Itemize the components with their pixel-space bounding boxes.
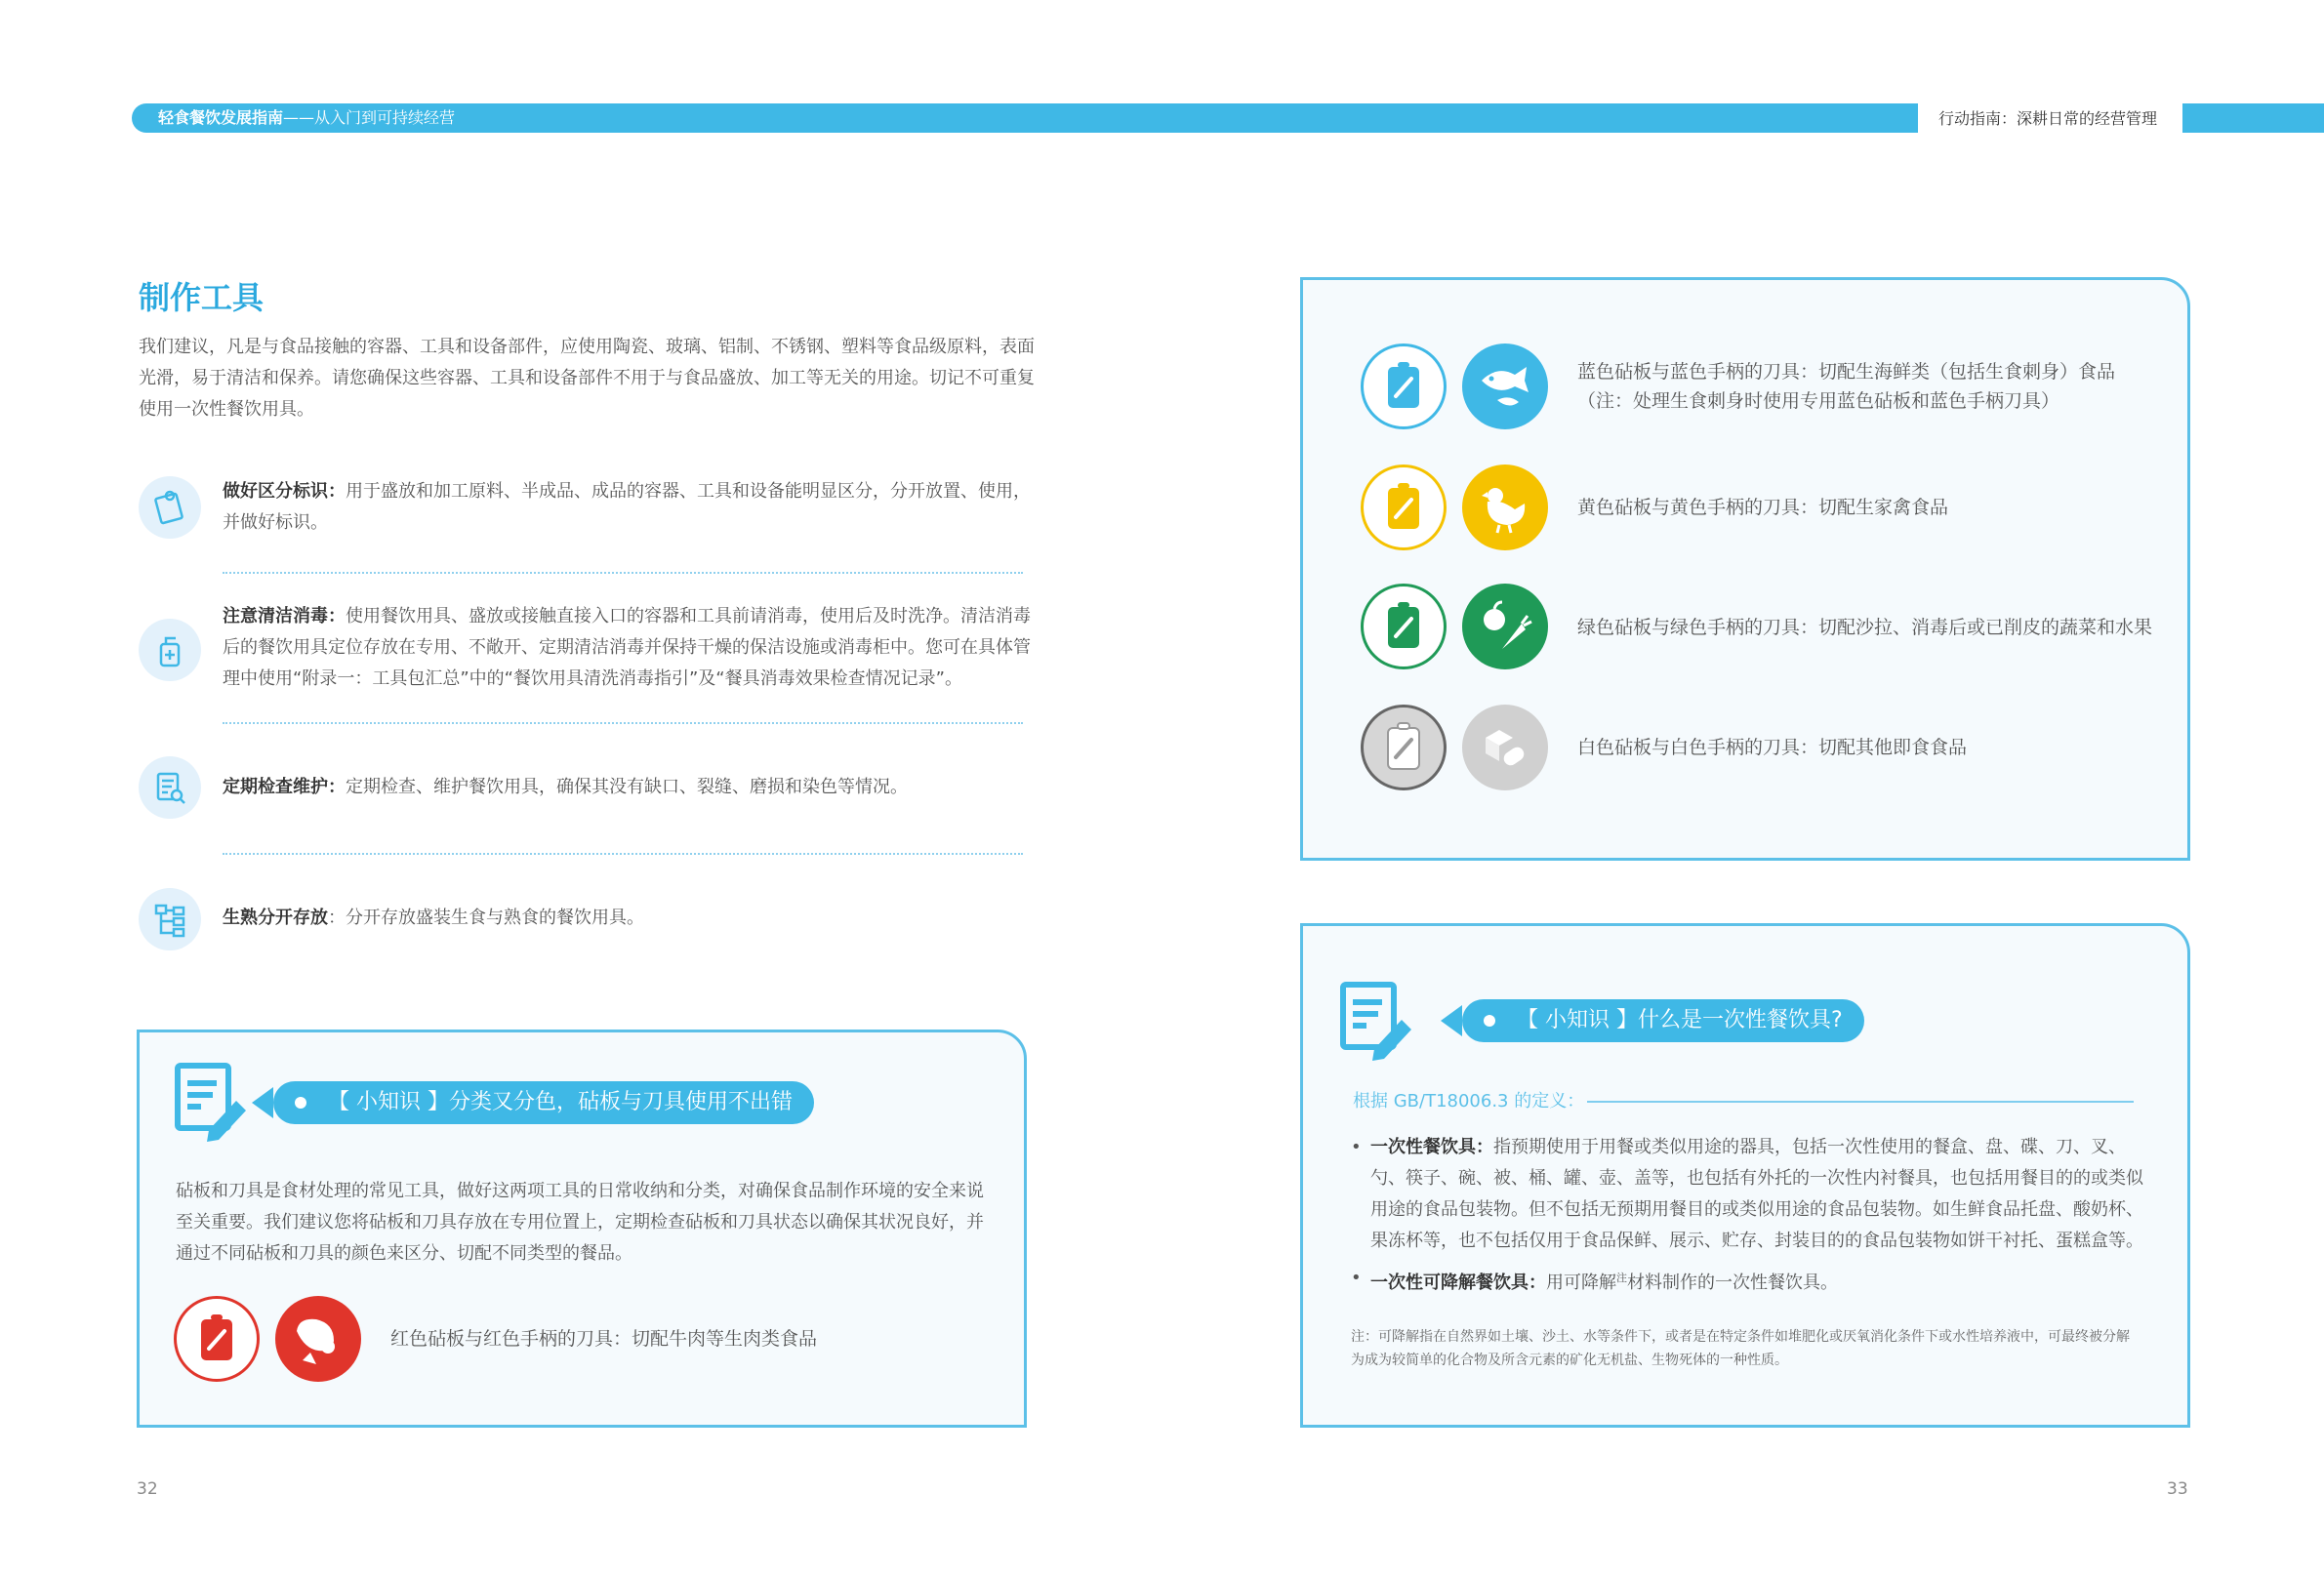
tip-body: 砧板和刀具是食材处理的常见工具，做好这两项工具的日常收纳和分类，对确保食品制作环境的安全来说至关重要。我们建议您将砧板和刀具存放在专用位置上，定期检查砧板和刀具状态以确保其状况良好，并通过不同砧板和刀具的颜色来区分、切配不同类型的餐品。 [176, 1181, 984, 1264]
item-text: 使用餐饮用具、盛放或接触直接入口的容器和工具前请消毒，使用后及时洗净。清洁消毒后的餐饮用具定位存放在专用、不敞开、定期清洁消毒并保持干燥的保洁设施或消毒柜中。您可在具体管理中使用“附录一：工具包汇总”中的“餐饮用具清洗消毒指引”及“餐具消毒效果检查情况记录”。 [223, 606, 1031, 689]
item-label-separation [223, 903, 1042, 934]
red-board-icon [174, 1296, 260, 1382]
note-pen-icon [174, 1062, 254, 1146]
footnote: 注：可降解指在自然界如土壤、沙土、水等条件下，或者是在特定条件如堆肥化或厌氧消化条件下或水性培养液中，可最终被分解为成为较简单的化合物及所含元素的矿化无机盐、生物死体的一种性质。 [1351, 1329, 2130, 1368]
red-board-text: 红色砧板与红色手柄的刀具：切配牛肉等生肉类食品 [390, 1328, 818, 1350]
tip-title: 【 小知识 】分类又分色，砧板与刀具使用不出错 [328, 1090, 793, 1114]
section-intro: 我们建议，凡是与食品接触的容器、工具和设备部件，应使用陶瓷、玻璃、铝制、不锈钢、塑料等食品级原料，表面光滑，易于清洁和保养。请您确保这些容器、工具和设备部件不用于与食品盛放、加工等无关的用途。切记不可重复使用一次性餐饮用具。 [139, 337, 1035, 420]
yellow-board-icon [1361, 465, 1447, 550]
item-label-cleaning [223, 601, 1042, 695]
ready-food-icon [1462, 705, 1548, 790]
blue-board-icon [1361, 343, 1447, 429]
blue-board-text [1577, 357, 2115, 416]
white-board-icon [1361, 705, 1447, 790]
definition-label: 一次性餐饮具： [1370, 1137, 1493, 1157]
green-board-text: 绿色砧板与绿色手柄的刀具：切配沙拉、消毒后或已削皮的蔬菜和水果 [1577, 617, 2153, 638]
white-board-text: 白色砧板与白色手柄的刀具：切配其他即食食品 [1577, 737, 1968, 758]
yellow-board-text: 黄色砧板与黄色手柄的刀具：切配生家禽食品 [1577, 497, 1949, 518]
tip-title-pill [273, 1081, 814, 1124]
item-label: 注意清洁消毒： [223, 606, 346, 626]
sanitizer-icon [139, 619, 201, 681]
pill-bullet [295, 1097, 306, 1109]
note-pen-icon [1339, 981, 1419, 1065]
tip-title: 【 小知识 】什么是一次性餐饮具? [1517, 1008, 1843, 1032]
item-text: 用于盛放和加工原料、半成品、成品的容器、工具和设备能明显区分，分开放置、使用，并做好标识。 [223, 481, 1031, 533]
definition-heading: 根据 GB/T18006.3 的定义： [1353, 1091, 1585, 1111]
definition-text: 指预期使用于用餐或类似用途的器具，包括一次性使用的餐盒、盘、碟、刀、叉、勺、筷子、碗、被、桶、罐、壶、盖等，也包括有外托的一次性内衬餐具，也包括用餐目的的或类似用途的食品包装物。但不包括无预期用餐目的或类似用途的食品包装物。如生鲜食品托盘、酸奶杯、果冻杯等，也不包括仅用于食品保鲜、展示、贮存、封装目的的食品包装物如饼干衬托、蛋糕盒等。 [1370, 1137, 2143, 1251]
footnote-marker: 注 [1616, 1272, 1627, 1284]
divider [223, 572, 1023, 574]
definition-label: 一次性可降解餐饮具： [1370, 1273, 1546, 1293]
header-title-bold: 轻食餐饮发展指南 [158, 108, 284, 127]
page-number-left: 32 [137, 1479, 158, 1499]
fruit-vegetable-icon [1462, 584, 1548, 669]
item-label: 定期检查维护： [223, 777, 346, 797]
item-text: 定期检查、维护餐饮用具，确保其没有缺口、裂缝、磨损和染色等情况。 [346, 777, 908, 797]
meat-icon [275, 1296, 361, 1382]
chicken-icon [1462, 465, 1548, 550]
definition-text: 材料制作的一次性餐饮具。 [1627, 1273, 1838, 1293]
header-title-subtitle: ——从入门到可持续经营 [283, 108, 456, 127]
tip-pointer [1441, 1005, 1462, 1036]
item-text: ：分开存放盛装生食与熟食的餐饮用具。 [328, 908, 644, 928]
page-number-right: 33 [2167, 1479, 2188, 1499]
divider [223, 853, 1023, 855]
definition-rule [1587, 1101, 2134, 1103]
bullet-dot: • [1351, 1268, 1362, 1288]
header-chapter-title: 行动指南：深耕日常的经营管理 [1938, 109, 2158, 128]
blue-board-line2: （注：处理生食刺身时使用专用蓝色砧板和蓝色手柄刀具） [1577, 390, 2060, 412]
fish-shrimp-icon [1462, 343, 1548, 429]
bullet-dot: • [1351, 1137, 1362, 1157]
tip-title-pill [1462, 999, 1864, 1042]
definition-text: 用可降解 [1546, 1273, 1616, 1293]
green-board-icon [1361, 584, 1447, 669]
item-label: 做好区分标识： [223, 481, 346, 502]
blue-board-line1: 蓝色砧板与蓝色手柄的刀具：切配生海鲜类（包括生食刺身）食品 [1577, 361, 2116, 383]
tag-icon [139, 476, 201, 539]
inspect-document-icon [139, 756, 201, 819]
header-bar-right [2182, 103, 2324, 133]
section-title: 制作工具 [139, 279, 265, 316]
header-guide-title [158, 106, 455, 130]
pill-bullet [1484, 1015, 1495, 1027]
item-label: 生熟分开存放 [223, 908, 328, 928]
item-label-inspection [223, 772, 1042, 803]
divider [223, 722, 1023, 724]
tip-pointer [252, 1087, 273, 1118]
definition-disposable [1370, 1132, 2151, 1257]
sorting-icon [139, 888, 201, 950]
definition-degradable [1370, 1263, 2151, 1299]
item-label-marking [223, 476, 1042, 539]
